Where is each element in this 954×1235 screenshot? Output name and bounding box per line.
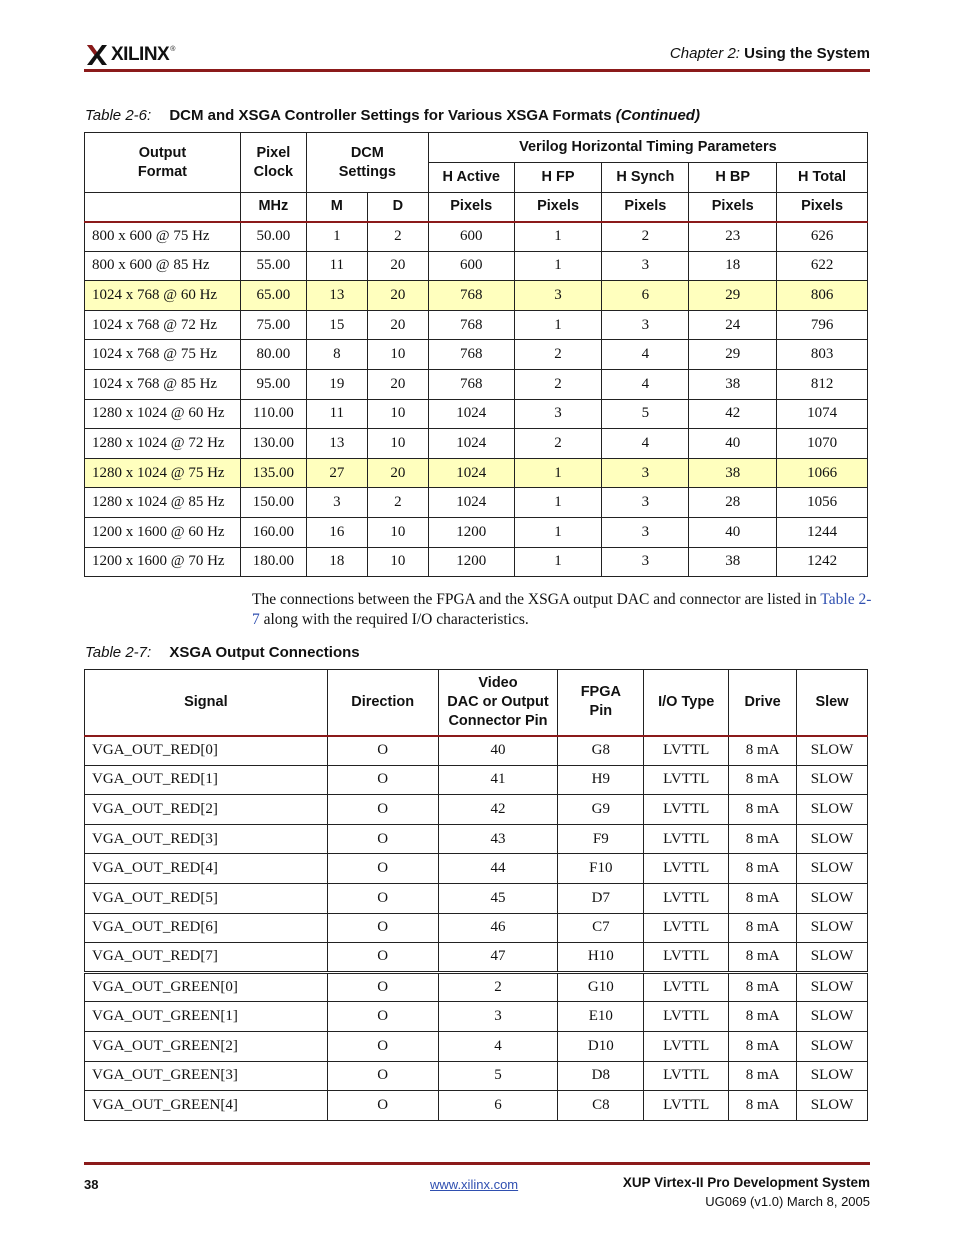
table-cell: 38 [689, 547, 777, 577]
table-cell: 50.00 [240, 222, 306, 252]
table-cell: 1280 x 1024 @ 85 Hz [85, 488, 241, 518]
table-cell: 75.00 [240, 310, 306, 340]
table-cell: LVTTL [644, 765, 729, 795]
header-m: M [306, 193, 367, 222]
table-cell: O [327, 1091, 438, 1121]
table-cell: 10 [367, 340, 428, 370]
table-cell: 806 [777, 281, 868, 311]
table-cell: O [327, 765, 438, 795]
table2-caption [85, 644, 360, 661]
table-cell: 768 [428, 281, 514, 311]
logo-registered-mark: ® [170, 45, 176, 53]
table2-caption-number: Table 2-7: [85, 644, 152, 661]
table-cell: 1280 x 1024 @ 75 Hz [85, 458, 241, 488]
table-cell: 8 mA [729, 736, 797, 766]
header-dcm-settings: DCM Settings [306, 133, 428, 193]
chapter-label: Chapter 2: [669, 45, 740, 62]
table-cell: 8 mA [729, 1061, 797, 1091]
website-link[interactable]: www.xilinx.com [430, 1177, 519, 1192]
table-cell: O [327, 1061, 438, 1091]
header-video-line3: Connector Pin [448, 712, 548, 729]
table-cell: 20 [367, 369, 428, 399]
table-cell: 11 [306, 251, 367, 281]
table-cell: 8 [306, 340, 367, 370]
table-cell: LVTTL [644, 1002, 729, 1032]
header-output-format: Output Format [85, 133, 241, 193]
table-row [85, 488, 868, 518]
table-cell: VGA_OUT_RED[4] [85, 854, 328, 884]
table-cell: 1024 x 768 @ 60 Hz [85, 281, 241, 311]
table-row [85, 854, 868, 884]
header-direction: Direction [327, 670, 438, 736]
table-cell: 1024 [428, 399, 514, 429]
header-h-synch: H Synch [602, 163, 689, 193]
header-fpga-pin [558, 670, 644, 736]
table-cell: 3 [602, 488, 689, 518]
header-fpga-line2: Pin [589, 703, 613, 720]
table-cell: 8 mA [729, 943, 797, 973]
table-cell: 6 [438, 1091, 558, 1121]
table-row [85, 281, 868, 311]
table-cell: 20 [367, 310, 428, 340]
table-cell: D7 [558, 883, 644, 913]
table-cell: LVTTL [644, 913, 729, 943]
table-cell: 20 [367, 281, 428, 311]
header-slew: Slew [797, 670, 868, 736]
table-row [85, 765, 868, 795]
doc-id: UG069 (v1.0) March 8, 2005 [705, 1194, 870, 1209]
dcm-settings-table [84, 132, 868, 577]
table-cell: 47 [438, 943, 558, 973]
table-cell: C7 [558, 913, 644, 943]
table-cell: 768 [428, 310, 514, 340]
table-row [85, 913, 868, 943]
table-cell: O [327, 736, 438, 766]
table-cell: 600 [428, 222, 514, 252]
table-cell: 29 [689, 340, 777, 370]
header-unit-pixels: Pixels [602, 193, 689, 222]
table-cell: SLOW [797, 972, 868, 1002]
table-cell: 8 mA [729, 1031, 797, 1061]
table-cell: 1200 [428, 547, 514, 577]
header-unit-pixels: Pixels [514, 193, 602, 222]
table-cell: VGA_OUT_RED[1] [85, 765, 328, 795]
table-cell: E10 [558, 1002, 644, 1032]
header-fpga-line1: FPGA [580, 684, 621, 701]
table-cell: 3 [602, 251, 689, 281]
table-cell: 43 [438, 824, 558, 854]
table-cell: 3 [514, 399, 602, 429]
table1-caption-title: DCM and XSGA Controller Settings for Various XSGA Formats [169, 107, 612, 124]
table-cell: 768 [428, 369, 514, 399]
table-cell: 65.00 [240, 281, 306, 311]
table-cell: VGA_OUT_RED[3] [85, 824, 328, 854]
table-cell: VGA_OUT_GREEN[2] [85, 1031, 328, 1061]
table-2-7-link[interactable]: Table 2-7 [252, 591, 872, 628]
table-row [85, 429, 868, 459]
body-paragraph [252, 590, 872, 630]
table-cell: 812 [777, 369, 868, 399]
table-cell: VGA_OUT_RED[7] [85, 943, 328, 973]
table-cell: 4 [438, 1031, 558, 1061]
header-h-active: H Active [428, 163, 514, 193]
table-cell: 29 [689, 281, 777, 311]
table-row [85, 1002, 868, 1032]
connections-table-body [85, 736, 868, 1121]
header-io-type: I/O Type [644, 670, 729, 736]
table-cell: SLOW [797, 913, 868, 943]
table-cell: 1 [514, 488, 602, 518]
table-cell: 796 [777, 310, 868, 340]
table-cell: 42 [689, 399, 777, 429]
table-cell: 3 [602, 547, 689, 577]
table-cell: O [327, 972, 438, 1002]
table-cell: SLOW [797, 1031, 868, 1061]
table-cell: 8 mA [729, 765, 797, 795]
table-cell: 1244 [777, 517, 868, 547]
table-cell: SLOW [797, 943, 868, 973]
header-unit-pixels: Pixels [689, 193, 777, 222]
table-cell: LVTTL [644, 854, 729, 884]
table-cell: LVTTL [644, 1031, 729, 1061]
table-cell: 27 [306, 458, 367, 488]
table-cell: O [327, 1031, 438, 1061]
table-cell: 1280 x 1024 @ 60 Hz [85, 399, 241, 429]
table-cell: 95.00 [240, 369, 306, 399]
table-cell: 13 [306, 429, 367, 459]
table-cell: 20 [367, 251, 428, 281]
header-blank [85, 193, 241, 222]
table-cell: SLOW [797, 736, 868, 766]
table-cell: SLOW [797, 854, 868, 884]
table-cell: 18 [689, 251, 777, 281]
table-cell: LVTTL [644, 1061, 729, 1091]
table-cell: LVTTL [644, 1091, 729, 1121]
table-cell: VGA_OUT_RED[0] [85, 736, 328, 766]
header-d: D [367, 193, 428, 222]
table-cell: 44 [438, 854, 558, 884]
table-row [85, 1061, 868, 1091]
table-cell: O [327, 883, 438, 913]
table-cell: 2 [602, 222, 689, 252]
table-cell: 1024 [428, 458, 514, 488]
table-cell: 55.00 [240, 251, 306, 281]
table-row [85, 795, 868, 825]
table-cell: LVTTL [644, 824, 729, 854]
table-cell: LVTTL [644, 943, 729, 973]
table-cell: 1 [514, 517, 602, 547]
table-cell: 8 mA [729, 824, 797, 854]
table-cell: O [327, 1002, 438, 1032]
table-cell: O [327, 795, 438, 825]
xsga-output-connections-table [84, 669, 868, 1121]
table-cell: H10 [558, 943, 644, 973]
table-cell: 45 [438, 883, 558, 913]
table-cell: C8 [558, 1091, 644, 1121]
table-cell: 8 mA [729, 795, 797, 825]
paragraph-text-before: The connections between the FPGA and the XSGA output DAC and connector are listed in [252, 591, 821, 608]
header-unit-pixels: Pixels [428, 193, 514, 222]
table-cell: 13 [306, 281, 367, 311]
table-cell: SLOW [797, 1061, 868, 1091]
table-cell: 1024 x 768 @ 85 Hz [85, 369, 241, 399]
table-row [85, 943, 868, 973]
table-cell: 622 [777, 251, 868, 281]
table-cell: F9 [558, 824, 644, 854]
table-cell: 1 [306, 222, 367, 252]
table-cell: 20 [367, 458, 428, 488]
table-row [85, 883, 868, 913]
table-cell: LVTTL [644, 883, 729, 913]
header-video-pin [438, 670, 558, 736]
table-cell: 130.00 [240, 429, 306, 459]
table-cell: 8 mA [729, 913, 797, 943]
table-cell: 10 [367, 399, 428, 429]
table-cell: 4 [602, 429, 689, 459]
table-cell: 11 [306, 399, 367, 429]
table-cell: 8 mA [729, 972, 797, 1002]
table1-caption-number: Table 2-6: [85, 107, 152, 124]
table-cell: 3 [602, 310, 689, 340]
table-cell: 110.00 [240, 399, 306, 429]
table-cell: 1066 [777, 458, 868, 488]
table-cell: 3 [514, 281, 602, 311]
table-cell: 1242 [777, 547, 868, 577]
header-unit-mhz: MHz [240, 193, 306, 222]
table-cell: 23 [689, 222, 777, 252]
table-cell: F10 [558, 854, 644, 884]
table-row [85, 399, 868, 429]
header-h-total: H Total [777, 163, 868, 193]
table-cell: SLOW [797, 795, 868, 825]
table-cell: G8 [558, 736, 644, 766]
table-cell: 1024 [428, 488, 514, 518]
table-cell: 8 mA [729, 1091, 797, 1121]
header-pixel-clock: Pixel Clock [240, 133, 306, 193]
table-cell: 8 mA [729, 1002, 797, 1032]
table-cell: O [327, 943, 438, 973]
table-cell: 2 [514, 369, 602, 399]
xilinx-logo-icon [86, 44, 108, 66]
table-row [85, 340, 868, 370]
table-cell: 15 [306, 310, 367, 340]
table-cell: 1 [514, 310, 602, 340]
paragraph-text-after: along with the required I/O characteristics. [259, 611, 529, 628]
doc-title: XUP Virtex-II Pro Development System [622, 1175, 870, 1190]
table-cell: 1024 [428, 429, 514, 459]
table-row [85, 1031, 868, 1061]
table-cell: 1070 [777, 429, 868, 459]
table-cell: 5 [438, 1061, 558, 1091]
table-cell: 24 [689, 310, 777, 340]
xilinx-logo [86, 42, 175, 68]
table-cell: 800 x 600 @ 85 Hz [85, 251, 241, 281]
table-row [85, 824, 868, 854]
table2-caption-title: XSGA Output Connections [169, 644, 360, 661]
header-signal: Signal [85, 670, 328, 736]
logo-text: XILINX [111, 44, 170, 65]
header-unit-pixels: Pixels [777, 193, 868, 222]
footer-rule [84, 1162, 870, 1165]
table-cell: 1280 x 1024 @ 72 Hz [85, 429, 241, 459]
page-number: 38 [84, 1177, 99, 1192]
table-row [85, 369, 868, 399]
table-cell: VGA_OUT_GREEN[3] [85, 1061, 328, 1091]
table-cell: 16 [306, 517, 367, 547]
table-row [85, 547, 868, 577]
table-cell: 2 [367, 488, 428, 518]
table-row [85, 310, 868, 340]
table-cell: VGA_OUT_GREEN[1] [85, 1002, 328, 1032]
table-cell: 18 [306, 547, 367, 577]
table-cell: 46 [438, 913, 558, 943]
table-cell: 8 mA [729, 883, 797, 913]
header-video-line1: Video [478, 674, 518, 691]
table-cell: 38 [689, 369, 777, 399]
table-cell: 2 [514, 429, 602, 459]
table-cell: VGA_OUT_RED[5] [85, 883, 328, 913]
table-cell: SLOW [797, 824, 868, 854]
table-cell: 600 [428, 251, 514, 281]
table-cell: LVTTL [644, 795, 729, 825]
table-cell: D10 [558, 1031, 644, 1061]
table-cell: G9 [558, 795, 644, 825]
table1-caption-continued: (Continued) [615, 107, 700, 124]
header-h-bp: H BP [689, 163, 777, 193]
table-cell: SLOW [797, 1091, 868, 1121]
table-cell: 40 [689, 517, 777, 547]
table-cell: 4 [602, 369, 689, 399]
table-cell: 3 [602, 517, 689, 547]
table-cell: 6 [602, 281, 689, 311]
table-cell: 803 [777, 340, 868, 370]
header-drive: Drive [729, 670, 797, 736]
header-h-fp: H FP [514, 163, 602, 193]
table1-caption [85, 107, 700, 124]
table-cell: 2 [367, 222, 428, 252]
table-cell: 41 [438, 765, 558, 795]
dcm-table-body [85, 222, 868, 577]
table-cell: SLOW [797, 883, 868, 913]
table-cell: 3 [438, 1002, 558, 1032]
table-cell: 40 [438, 736, 558, 766]
table-cell: O [327, 913, 438, 943]
table-row [85, 1091, 868, 1121]
table-cell: 2 [438, 972, 558, 1002]
table-cell: 10 [367, 547, 428, 577]
table-cell: LVTTL [644, 972, 729, 1002]
table-cell: O [327, 854, 438, 884]
table-cell: 150.00 [240, 488, 306, 518]
table-cell: 2 [514, 340, 602, 370]
table-cell: 19 [306, 369, 367, 399]
table-cell: 160.00 [240, 517, 306, 547]
table-cell: 38 [689, 458, 777, 488]
table-row [85, 972, 868, 1002]
table-cell: 10 [367, 517, 428, 547]
table-row [85, 222, 868, 252]
table-cell: SLOW [797, 765, 868, 795]
table-row [85, 517, 868, 547]
table-cell: 1056 [777, 488, 868, 518]
table-cell: 3 [306, 488, 367, 518]
table-cell: 10 [367, 429, 428, 459]
table-cell: SLOW [797, 1002, 868, 1032]
table-row [85, 736, 868, 766]
chapter-heading [670, 45, 870, 62]
header-verilog-timing: Verilog Horizontal Timing Parameters [428, 133, 867, 163]
table-cell: 1 [514, 547, 602, 577]
table-row [85, 458, 868, 488]
table-cell: LVTTL [644, 736, 729, 766]
table-cell: 800 x 600 @ 75 Hz [85, 222, 241, 252]
header-rule [84, 69, 870, 72]
table-cell: 135.00 [240, 458, 306, 488]
table-cell: VGA_OUT_GREEN[4] [85, 1091, 328, 1121]
table-cell: 42 [438, 795, 558, 825]
table-cell: 4 [602, 340, 689, 370]
table-cell: 1024 x 768 @ 72 Hz [85, 310, 241, 340]
table-cell: 8 mA [729, 854, 797, 884]
table-cell: 1200 x 1600 @ 60 Hz [85, 517, 241, 547]
table-cell: 1 [514, 458, 602, 488]
table-cell: 180.00 [240, 547, 306, 577]
table-cell: G10 [558, 972, 644, 1002]
table-cell: 5 [602, 399, 689, 429]
table-cell: 80.00 [240, 340, 306, 370]
chapter-title: Using the System [744, 45, 870, 62]
table-cell: H9 [558, 765, 644, 795]
table-cell: 40 [689, 429, 777, 459]
table-row [85, 251, 868, 281]
table-cell: O [327, 824, 438, 854]
table-cell: VGA_OUT_GREEN[0] [85, 972, 328, 1002]
table-cell: 768 [428, 340, 514, 370]
table-cell: 3 [602, 458, 689, 488]
table-cell: D8 [558, 1061, 644, 1091]
table-cell: VGA_OUT_RED[6] [85, 913, 328, 943]
header-video-line2: DAC or Output [447, 693, 549, 710]
table-cell: 1 [514, 251, 602, 281]
table-cell: 1200 x 1600 @ 70 Hz [85, 547, 241, 577]
table-cell: 1 [514, 222, 602, 252]
table-cell: 1200 [428, 517, 514, 547]
table-cell: 28 [689, 488, 777, 518]
table-cell: 1074 [777, 399, 868, 429]
table-cell: 626 [777, 222, 868, 252]
table-cell: 1024 x 768 @ 75 Hz [85, 340, 241, 370]
table-cell: VGA_OUT_RED[2] [85, 795, 328, 825]
